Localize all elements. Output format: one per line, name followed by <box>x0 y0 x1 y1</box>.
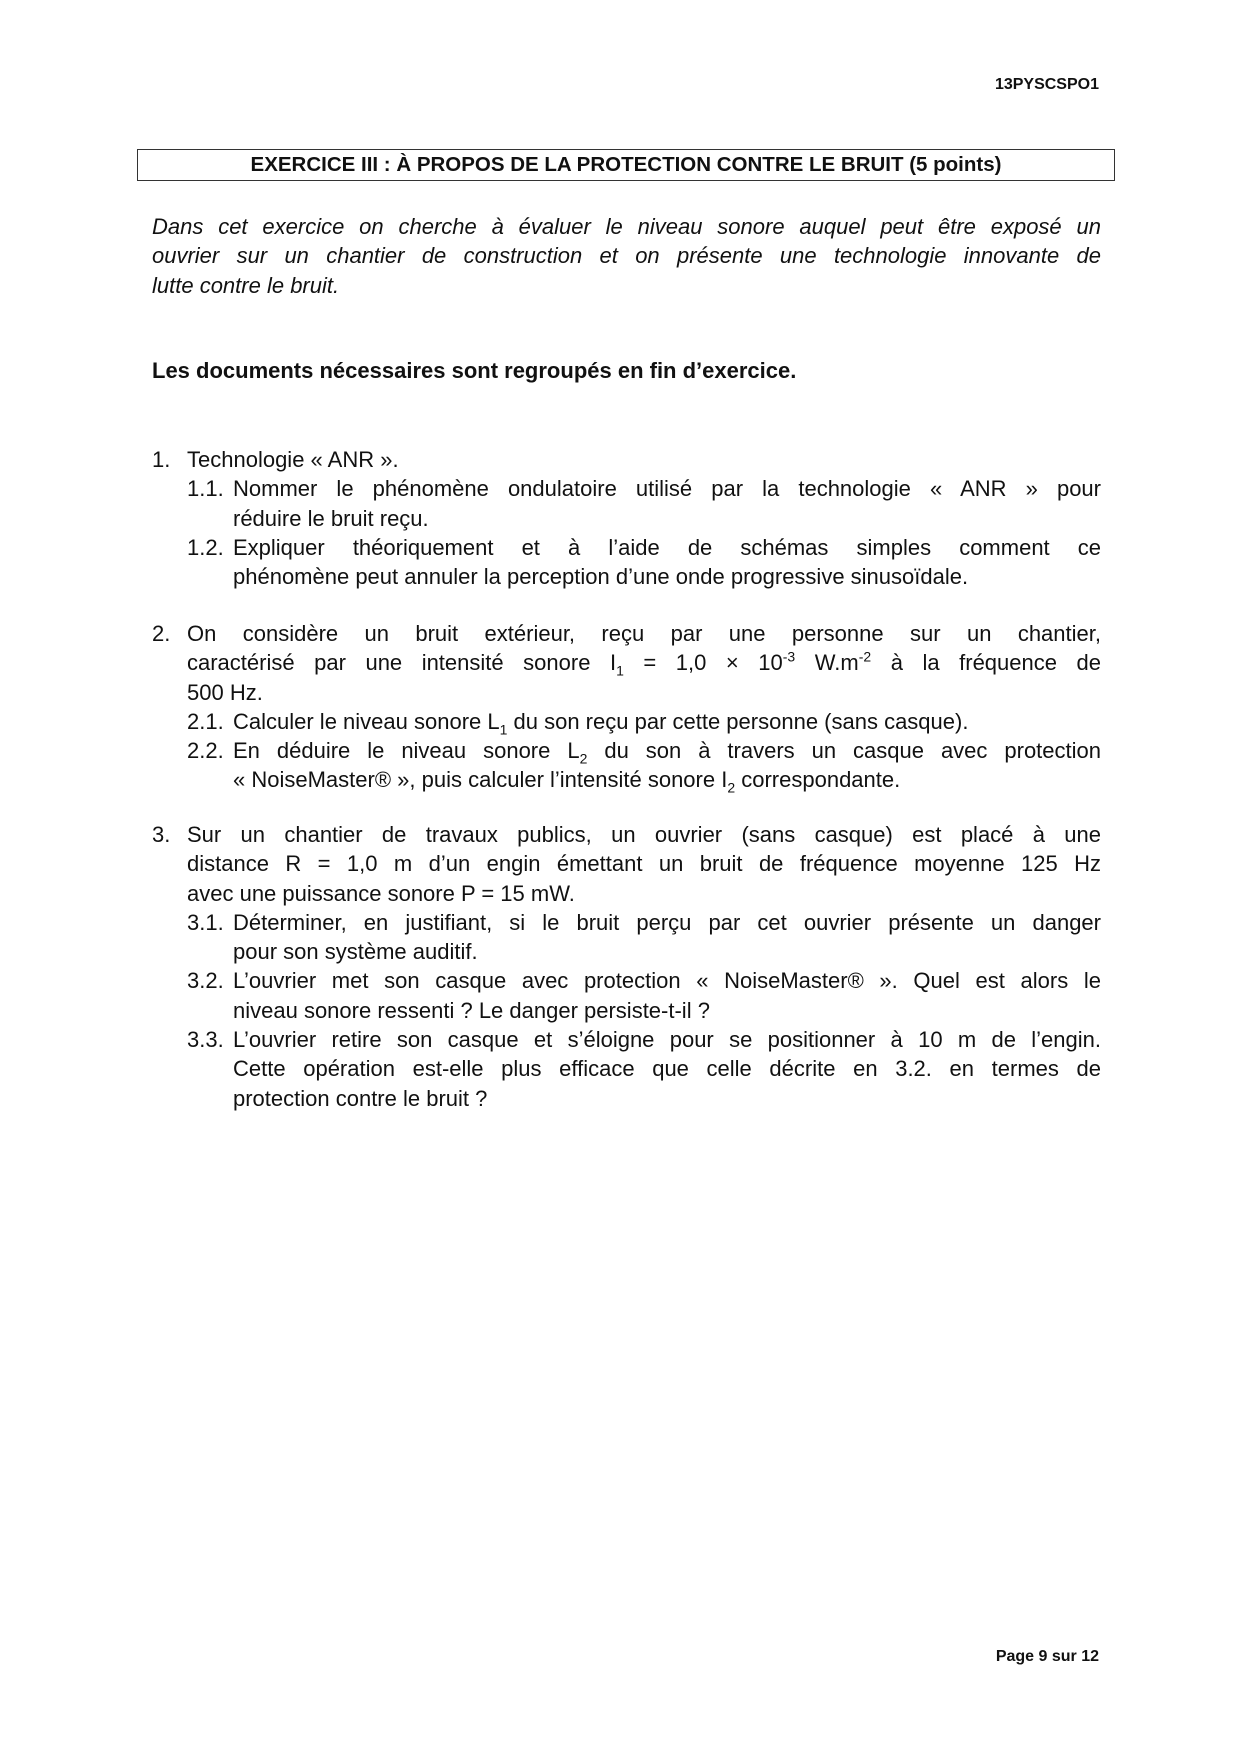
sub-question-number: 1.1. <box>187 476 224 502</box>
question-2 <box>152 619 1101 795</box>
sub-question-text <box>233 474 1101 533</box>
question-body <box>187 820 1101 1113</box>
exercise-title: EXERCICE III : À PROPOS DE LA PROTECTION CONTRE LE BRUIT (5 points) <box>137 149 1115 181</box>
text-line: L’ouvrier retire son casque et s’éloigne pour se positionner à 10 m de l’engin. <box>233 1027 1101 1053</box>
question-item <box>152 445 1101 591</box>
sub-question <box>187 474 1101 533</box>
text-line: pour son système auditif. <box>233 939 478 965</box>
question-body <box>187 619 1101 795</box>
subscript: 2 <box>727 779 736 796</box>
text-line: En déduire le niveau sonore $L_2$ du son à travers un casque avec protection <box>233 738 1101 767</box>
sub-question-number: 2.1. <box>187 708 224 734</box>
text-line: avec une puissance sonore P = 15 mW. <box>187 880 575 906</box>
text-line: Technologie « ANR ». <box>187 447 399 472</box>
text-line: distance R = 1,0 m d’un engin émettant un bruit de fréquence moyenne 125 Hz <box>187 851 1101 877</box>
question-body <box>187 445 1101 591</box>
sub-question-text <box>233 707 1101 736</box>
page-number: Page 9 sur 12 <box>995 1648 1099 1665</box>
superscript: -3 <box>782 648 796 665</box>
superscript: -2 <box>858 648 872 665</box>
text-line: Sur un chantier de travaux publics, un ouvrier (sans casque) est placé à une <box>187 822 1101 847</box>
sub-question-text <box>233 908 1101 967</box>
text-line: phénomène peut annuler la perception d’une onde progressive sinusoïdale. <box>233 564 969 590</box>
sub-question <box>187 533 1101 592</box>
sub-question <box>187 908 1101 967</box>
sub-question <box>187 736 1101 795</box>
sub-question-number: 2.2. <box>187 738 224 764</box>
sub-question-text <box>233 533 1101 592</box>
sub-question-number: 1.2. <box>187 534 224 560</box>
text-line: ouvrier sur un chantier de construction et on présente une technologie innovante de <box>152 243 1101 269</box>
documents-note: Les documents nécessaires sont regroupés en fin d’exercice. <box>152 358 797 383</box>
sub-question <box>187 966 1101 1025</box>
text-line: protection contre le bruit ? <box>233 1085 488 1111</box>
question-item <box>152 619 1101 795</box>
sub-question-number: 3.3. <box>187 1027 224 1053</box>
text-line: lutte contre le bruit. <box>152 272 340 298</box>
text-line: Calculer le niveau sonore $L_1$ du son reçu par cette personne (sans casque). <box>233 708 969 738</box>
text-line: Dans cet exercice on cherche à évaluer le niveau sonore auquel peut être exposé un <box>152 214 1101 239</box>
text-line: Nommer le phénomène ondulatoire utilisé par la technologie « ANR » pour <box>233 476 1101 502</box>
sub-question-number: 3.2. <box>187 968 224 994</box>
question-3 <box>152 820 1101 1113</box>
text-line: 500 Hz. <box>187 679 263 705</box>
question-number: 3. <box>152 822 171 847</box>
sub-question-text <box>233 966 1101 1025</box>
text-line: Déterminer, en justifiant, si le bruit perçu par cet ouvrier présente un danger <box>233 909 1101 935</box>
question-1 <box>152 445 1101 591</box>
sub-question-text <box>233 736 1101 795</box>
sub-question <box>187 707 1101 736</box>
text-line: réduire le bruit reçu. <box>233 505 429 531</box>
subscript: 1 <box>499 721 508 738</box>
text-line: Expliquer théoriquement et à l’aide de schémas simples comment ce <box>233 534 1101 560</box>
text-line: « NoiseMaster® », puis calculer l’intensité sonore $I_2$ correspondante. <box>233 767 901 796</box>
sub-question-number: 3.1. <box>187 909 224 935</box>
sub-question-text <box>233 1025 1101 1113</box>
sub-question <box>187 1025 1101 1113</box>
subscript: 2 <box>579 750 588 767</box>
subscript: 1 <box>616 662 624 679</box>
question-item <box>152 820 1101 1113</box>
document-code: 13PYSCSPO1 <box>994 76 1099 93</box>
text-line: L’ouvrier met son casque avec protection « NoiseMaster® ». Quel est alors le <box>233 968 1101 994</box>
question-number: 1. <box>152 447 171 472</box>
text-line: On considère un bruit extérieur, reçu par une personne sur un chantier, <box>187 621 1101 646</box>
question-number: 2. <box>152 621 171 646</box>
text-line: Cette opération est-elle plus efficace que celle décrite en 3.2. en termes de <box>233 1056 1101 1082</box>
text-line: caractérisé par une intensité sonore $I_1 = 1,0 \times 10^{-3}$ $W.m^{-2}$ à la fréquence de <box>187 648 1101 679</box>
intro-paragraph <box>152 212 1101 300</box>
text-line: niveau sonore ressenti ? Le danger persiste-t-il ? <box>233 997 710 1023</box>
